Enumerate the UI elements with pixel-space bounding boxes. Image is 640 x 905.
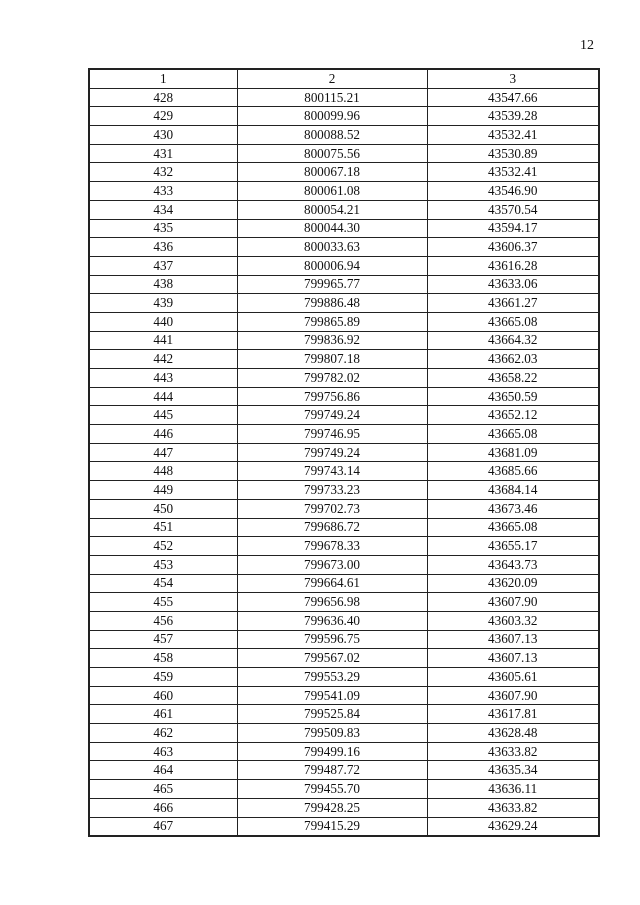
point-number-cell: 442 (89, 350, 237, 369)
x-coordinate-cell: 800033.63 (237, 238, 427, 257)
table-row (89, 593, 599, 612)
x-coordinate-cell: 799865.89 (237, 312, 427, 331)
point-number-cell: 448 (89, 462, 237, 481)
table-row (89, 88, 599, 107)
y-coordinate-cell: 43681.09 (427, 443, 599, 462)
x-coordinate-cell: 799656.98 (237, 593, 427, 612)
table-row (89, 107, 599, 126)
point-number-cell: 459 (89, 668, 237, 687)
point-number-cell: 434 (89, 200, 237, 219)
x-coordinate-cell: 800099.96 (237, 107, 427, 126)
point-number-cell: 451 (89, 518, 237, 537)
column-header-2: 2 (237, 69, 427, 88)
x-coordinate-cell: 799415.29 (237, 817, 427, 836)
point-number-cell: 460 (89, 686, 237, 705)
x-coordinate-cell: 799541.09 (237, 686, 427, 705)
point-number-cell: 447 (89, 443, 237, 462)
table-row (89, 126, 599, 145)
x-coordinate-cell: 799636.40 (237, 611, 427, 630)
table-row (89, 238, 599, 257)
y-coordinate-cell: 43605.61 (427, 668, 599, 687)
table-row (89, 518, 599, 537)
point-number-cell: 437 (89, 256, 237, 275)
point-number-cell: 465 (89, 780, 237, 799)
x-coordinate-cell: 799749.24 (237, 406, 427, 425)
y-coordinate-cell: 43665.08 (427, 425, 599, 444)
point-number-cell: 457 (89, 630, 237, 649)
point-number-cell: 428 (89, 88, 237, 107)
table-body (89, 88, 599, 836)
table-row (89, 649, 599, 668)
table-row (89, 817, 599, 836)
x-coordinate-cell: 799553.29 (237, 668, 427, 687)
x-coordinate-cell: 800088.52 (237, 126, 427, 145)
x-coordinate-cell: 799678.33 (237, 537, 427, 556)
x-coordinate-cell: 799733.23 (237, 481, 427, 500)
y-coordinate-cell: 43664.32 (427, 331, 599, 350)
point-number-cell: 456 (89, 611, 237, 630)
point-number-cell: 453 (89, 555, 237, 574)
x-coordinate-cell: 799428.25 (237, 798, 427, 817)
y-coordinate-cell: 43652.12 (427, 406, 599, 425)
table-row (89, 350, 599, 369)
x-coordinate-cell: 799664.61 (237, 574, 427, 593)
table-row (89, 256, 599, 275)
table-row (89, 481, 599, 500)
y-coordinate-cell: 43607.13 (427, 649, 599, 668)
table-row (89, 200, 599, 219)
page-number: 12 (580, 38, 594, 53)
x-coordinate-cell: 799756.86 (237, 387, 427, 406)
x-coordinate-cell: 799807.18 (237, 350, 427, 369)
y-coordinate-cell: 43570.54 (427, 200, 599, 219)
point-number-cell: 430 (89, 126, 237, 145)
point-number-cell: 450 (89, 499, 237, 518)
y-coordinate-cell: 43628.48 (427, 724, 599, 743)
point-number-cell: 464 (89, 761, 237, 780)
table-row (89, 780, 599, 799)
table-row (89, 742, 599, 761)
column-header-1: 1 (89, 69, 237, 88)
table-row (89, 219, 599, 238)
y-coordinate-cell: 43662.03 (427, 350, 599, 369)
y-coordinate-cell: 43636.11 (427, 780, 599, 799)
x-coordinate-cell: 799782.02 (237, 369, 427, 388)
point-number-cell: 435 (89, 219, 237, 238)
y-coordinate-cell: 43629.24 (427, 817, 599, 836)
table-row (89, 499, 599, 518)
table-row (89, 668, 599, 687)
x-coordinate-cell: 799743.14 (237, 462, 427, 481)
x-coordinate-cell: 800061.08 (237, 182, 427, 201)
point-number-cell: 458 (89, 649, 237, 668)
table-row (89, 555, 599, 574)
x-coordinate-cell: 799965.77 (237, 275, 427, 294)
point-number-cell: 431 (89, 144, 237, 163)
y-coordinate-cell: 43616.28 (427, 256, 599, 275)
y-coordinate-cell: 43546.90 (427, 182, 599, 201)
table-row (89, 574, 599, 593)
point-number-cell: 446 (89, 425, 237, 444)
point-number-cell: 440 (89, 312, 237, 331)
y-coordinate-cell: 43655.17 (427, 537, 599, 556)
point-number-cell: 449 (89, 481, 237, 500)
point-number-cell: 432 (89, 163, 237, 182)
y-coordinate-cell: 43530.89 (427, 144, 599, 163)
table-row (89, 331, 599, 350)
x-coordinate-cell: 800067.18 (237, 163, 427, 182)
table-row (89, 425, 599, 444)
coordinates-table (88, 68, 600, 837)
y-coordinate-cell: 43603.32 (427, 611, 599, 630)
table-row (89, 275, 599, 294)
y-coordinate-cell: 43532.41 (427, 126, 599, 145)
x-coordinate-cell: 799567.02 (237, 649, 427, 668)
y-coordinate-cell: 43661.27 (427, 294, 599, 313)
point-number-cell: 441 (89, 331, 237, 350)
x-coordinate-cell: 799487.72 (237, 761, 427, 780)
y-coordinate-cell: 43594.17 (427, 219, 599, 238)
y-coordinate-cell: 43684.14 (427, 481, 599, 500)
y-coordinate-cell: 43635.34 (427, 761, 599, 780)
point-number-cell: 429 (89, 107, 237, 126)
y-coordinate-cell: 43607.13 (427, 630, 599, 649)
x-coordinate-cell: 800044.30 (237, 219, 427, 238)
point-number-cell: 455 (89, 593, 237, 612)
x-coordinate-cell: 799499.16 (237, 742, 427, 761)
x-coordinate-cell: 800054.21 (237, 200, 427, 219)
point-number-cell: 433 (89, 182, 237, 201)
table-row (89, 294, 599, 313)
table-row (89, 312, 599, 331)
point-number-cell: 466 (89, 798, 237, 817)
y-coordinate-cell: 43665.08 (427, 518, 599, 537)
point-number-cell: 452 (89, 537, 237, 556)
x-coordinate-cell: 799596.75 (237, 630, 427, 649)
point-number-cell: 438 (89, 275, 237, 294)
x-coordinate-cell: 800006.94 (237, 256, 427, 275)
table-row (89, 630, 599, 649)
y-coordinate-cell: 43643.73 (427, 555, 599, 574)
table-row (89, 182, 599, 201)
point-number-cell: 462 (89, 724, 237, 743)
y-coordinate-cell: 43658.22 (427, 369, 599, 388)
point-number-cell: 443 (89, 369, 237, 388)
table-row (89, 611, 599, 630)
table-row (89, 163, 599, 182)
x-coordinate-cell: 799749.24 (237, 443, 427, 462)
y-coordinate-cell: 43633.82 (427, 742, 599, 761)
x-coordinate-cell: 799525.84 (237, 705, 427, 724)
point-number-cell: 439 (89, 294, 237, 313)
table-row (89, 406, 599, 425)
table-row (89, 462, 599, 481)
y-coordinate-cell: 43673.46 (427, 499, 599, 518)
column-header-3: 3 (427, 69, 599, 88)
table-row (89, 724, 599, 743)
table-row (89, 537, 599, 556)
x-coordinate-cell: 800115.21 (237, 88, 427, 107)
point-number-cell: 436 (89, 238, 237, 257)
y-coordinate-cell: 43620.09 (427, 574, 599, 593)
table-header (89, 69, 599, 88)
y-coordinate-cell: 43607.90 (427, 593, 599, 612)
y-coordinate-cell: 43617.81 (427, 705, 599, 724)
x-coordinate-cell: 799702.73 (237, 499, 427, 518)
table-row (89, 761, 599, 780)
y-coordinate-cell: 43685.66 (427, 462, 599, 481)
table-row (89, 686, 599, 705)
x-coordinate-cell: 799673.00 (237, 555, 427, 574)
x-coordinate-cell: 799455.70 (237, 780, 427, 799)
y-coordinate-cell: 43606.37 (427, 238, 599, 257)
x-coordinate-cell: 799509.83 (237, 724, 427, 743)
y-coordinate-cell: 43650.59 (427, 387, 599, 406)
x-coordinate-cell: 799836.92 (237, 331, 427, 350)
point-number-cell: 467 (89, 817, 237, 836)
table-row (89, 443, 599, 462)
table-row (89, 387, 599, 406)
y-coordinate-cell: 43547.66 (427, 88, 599, 107)
x-coordinate-cell: 799746.95 (237, 425, 427, 444)
table-row (89, 369, 599, 388)
point-number-cell: 444 (89, 387, 237, 406)
y-coordinate-cell: 43633.06 (427, 275, 599, 294)
y-coordinate-cell: 43532.41 (427, 163, 599, 182)
table-row (89, 798, 599, 817)
point-number-cell: 461 (89, 705, 237, 724)
y-coordinate-cell: 43607.90 (427, 686, 599, 705)
point-number-cell: 445 (89, 406, 237, 425)
table-row (89, 705, 599, 724)
y-coordinate-cell: 43633.82 (427, 798, 599, 817)
x-coordinate-cell: 800075.56 (237, 144, 427, 163)
x-coordinate-cell: 799886.48 (237, 294, 427, 313)
y-coordinate-cell: 43539.28 (427, 107, 599, 126)
x-coordinate-cell: 799686.72 (237, 518, 427, 537)
header-row (89, 69, 599, 88)
table-row (89, 144, 599, 163)
y-coordinate-cell: 43665.08 (427, 312, 599, 331)
point-number-cell: 454 (89, 574, 237, 593)
point-number-cell: 463 (89, 742, 237, 761)
